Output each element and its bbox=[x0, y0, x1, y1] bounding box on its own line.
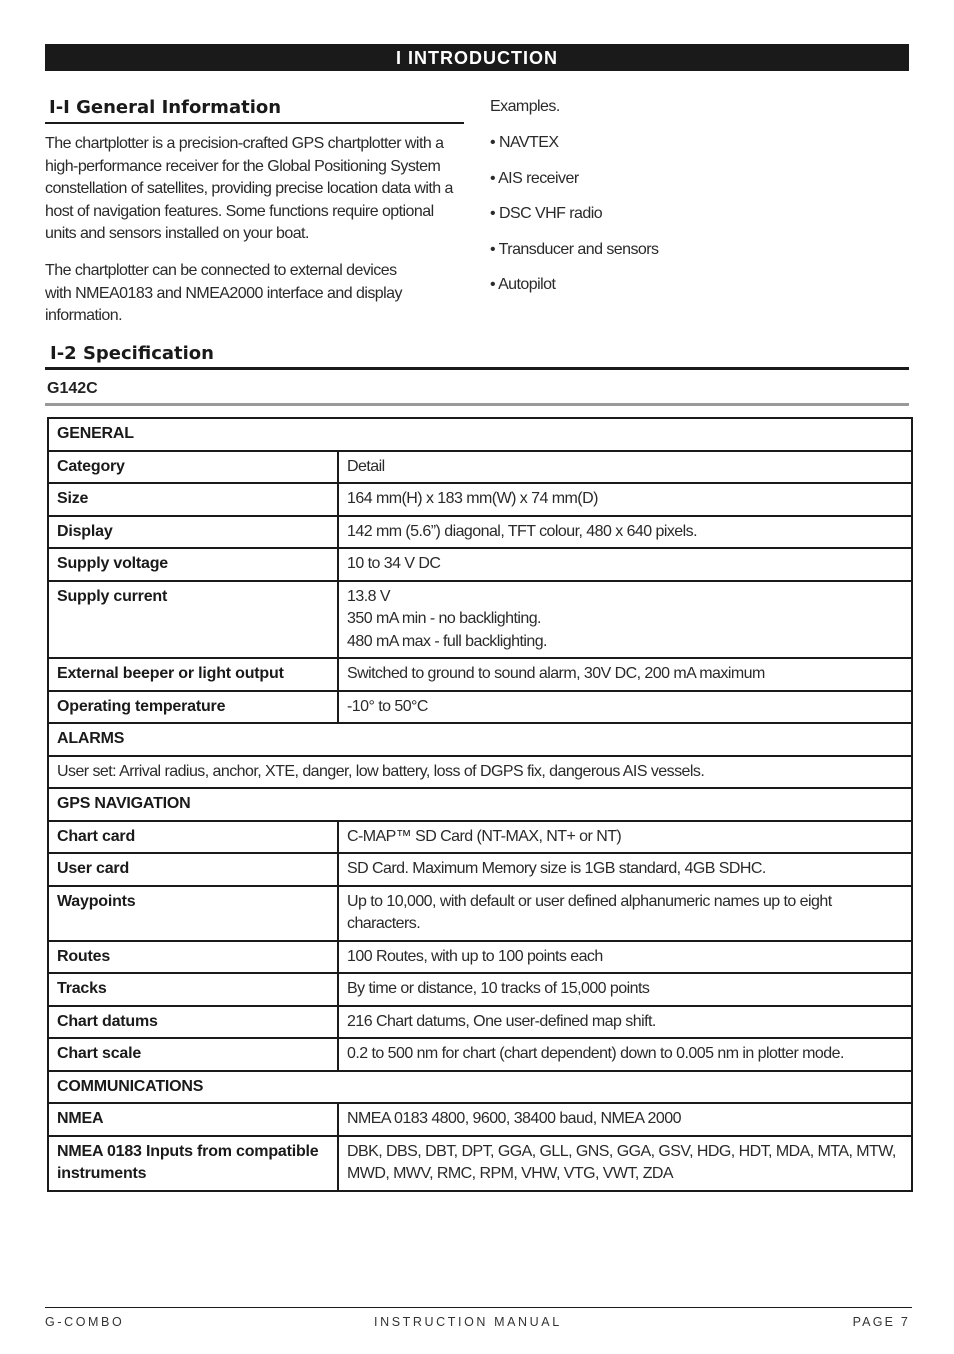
table-row bbox=[48, 581, 912, 659]
section-header: ALARMS bbox=[48, 723, 912, 756]
divider bbox=[45, 122, 464, 124]
examples-list bbox=[490, 132, 659, 310]
spec-value: -10° to 50°C bbox=[338, 691, 912, 724]
table-row bbox=[48, 886, 912, 941]
table-row bbox=[48, 1006, 912, 1039]
section-header: COMMUNICATIONS bbox=[48, 1071, 912, 1104]
footer-center: INSTRUCTION MANUAL bbox=[374, 1315, 562, 1329]
paragraph: The chartplotter is a precision-crafted GPS chartplotter with a high-performance receiver for the Global Positioning System constellation of satellites, providing precise location data with a host of navigation features. Some functions require optional units and sensors installed on your boat. bbox=[45, 135, 453, 243]
spec-value: 100 Routes, with up to 100 points each bbox=[338, 941, 912, 974]
spec-value: 142 mm (5.6”) diagonal, TFT colour, 480 x 640 pixels. bbox=[338, 516, 912, 549]
spec-value: 13.8 V 350 mA min - no backlighting. 480 mA max - full backlighting. bbox=[338, 581, 912, 659]
spec-value: Up to 10,000, with default or user defined alphanumeric names up to eight characters. bbox=[338, 886, 912, 941]
spec-value: 216 Chart datums, One user-defined map shift. bbox=[338, 1006, 912, 1039]
table-row bbox=[48, 1038, 912, 1071]
list-item: • Autopilot bbox=[490, 276, 556, 294]
list-item: • NAVTEX bbox=[490, 134, 559, 151]
spec-value: Detail bbox=[338, 451, 912, 484]
table-row bbox=[48, 691, 912, 724]
table-row bbox=[48, 658, 912, 691]
spec-label: Chart card bbox=[48, 821, 338, 854]
section-header-row bbox=[48, 723, 912, 756]
spec-label: User card bbox=[48, 853, 338, 886]
spec-value: SD Card. Maximum Memory size is 1GB standard, 4GB SDHC. bbox=[338, 853, 912, 886]
table-row bbox=[48, 1103, 912, 1136]
spec-label: External beeper or light output bbox=[48, 658, 338, 691]
section-title-general-information: I-I General Information bbox=[49, 97, 282, 118]
list-item: • DSC VHF radio bbox=[490, 205, 603, 223]
spec-value: 10 to 34 V DC bbox=[338, 548, 912, 581]
spec-label: Size bbox=[48, 483, 338, 516]
divider bbox=[45, 367, 909, 370]
section-header-row bbox=[48, 788, 912, 821]
spec-label: Routes bbox=[48, 941, 338, 974]
spec-label: Chart scale bbox=[48, 1038, 338, 1071]
footer-page-number: PAGE 7 bbox=[852, 1315, 910, 1329]
footer-divider bbox=[45, 1307, 912, 1308]
table-row bbox=[48, 853, 912, 886]
spec-label: Operating temperature bbox=[48, 691, 338, 724]
spec-label: Category bbox=[48, 451, 338, 484]
section-header: GENERAL bbox=[48, 418, 912, 451]
table-row bbox=[48, 1136, 912, 1191]
footer-left: G-COMBO bbox=[45, 1315, 125, 1329]
model-name: G142C bbox=[47, 380, 98, 397]
spec-value: 164 mm(H) x 183 mm(W) x 74 mm(D) bbox=[338, 483, 912, 516]
paragraph: The chartplotter can be connected to external devices with NMEA0183 and NMEA2000 interface and display information. bbox=[45, 262, 402, 325]
spec-table bbox=[47, 417, 913, 1192]
table-row bbox=[48, 756, 912, 789]
table-row bbox=[48, 548, 912, 581]
table-row bbox=[48, 941, 912, 974]
spec-value: DBK, DBS, DBT, DPT, GGA, GLL, GNS, GGA, GSV, HDG, HDT, MDA, MTA, MTW, MWD, MWV, RMC, RPM, VHW, VTG, VWT, ZDA bbox=[338, 1136, 912, 1191]
table-row bbox=[48, 516, 912, 549]
section-header-row bbox=[48, 1071, 912, 1104]
table-row bbox=[48, 821, 912, 854]
chapter-banner: I INTRODUCTION bbox=[45, 44, 909, 71]
section-title-specification: I-2 Specification bbox=[50, 343, 214, 364]
spec-label: Supply voltage bbox=[48, 548, 338, 581]
list-item: • AIS receiver bbox=[490, 169, 579, 187]
spec-label: Tracks bbox=[48, 973, 338, 1006]
list-item: • Transducer and sensors bbox=[490, 240, 659, 258]
spec-label: NMEA bbox=[48, 1103, 338, 1136]
spec-label: Display bbox=[48, 516, 338, 549]
spec-label: Supply current bbox=[48, 581, 338, 659]
spec-value: 0.2 to 500 nm for chart (chart dependent) down to 0.005 nm in plotter mode. bbox=[338, 1038, 912, 1071]
section-header: GPS NAVIGATION bbox=[48, 788, 912, 821]
spec-label: Chart datums bbox=[48, 1006, 338, 1039]
spec-value: Switched to ground to sound alarm, 30V DC, 200 mA maximum bbox=[338, 658, 912, 691]
examples-label: Examples. bbox=[490, 98, 560, 115]
table-row bbox=[48, 973, 912, 1006]
section-header-row bbox=[48, 418, 912, 451]
spec-value: By time or distance, 10 tracks of 15,000 points bbox=[338, 973, 912, 1006]
table-row bbox=[48, 451, 912, 484]
spec-label: NMEA 0183 Inputs from compatible instruments bbox=[48, 1136, 338, 1191]
table-row bbox=[48, 483, 912, 516]
spec-value: NMEA 0183 4800, 9600, 38400 baud, NMEA 2000 bbox=[338, 1103, 912, 1136]
spec-label: Waypoints bbox=[48, 886, 338, 941]
spec-value: User set: Arrival radius, anchor, XTE, danger, low battery, loss of DGPS fix, dangerous AIS vessels. bbox=[48, 756, 912, 789]
divider bbox=[45, 403, 909, 406]
spec-value: C-MAP™ SD Card (NT-MAX, NT+ or NT) bbox=[338, 821, 912, 854]
